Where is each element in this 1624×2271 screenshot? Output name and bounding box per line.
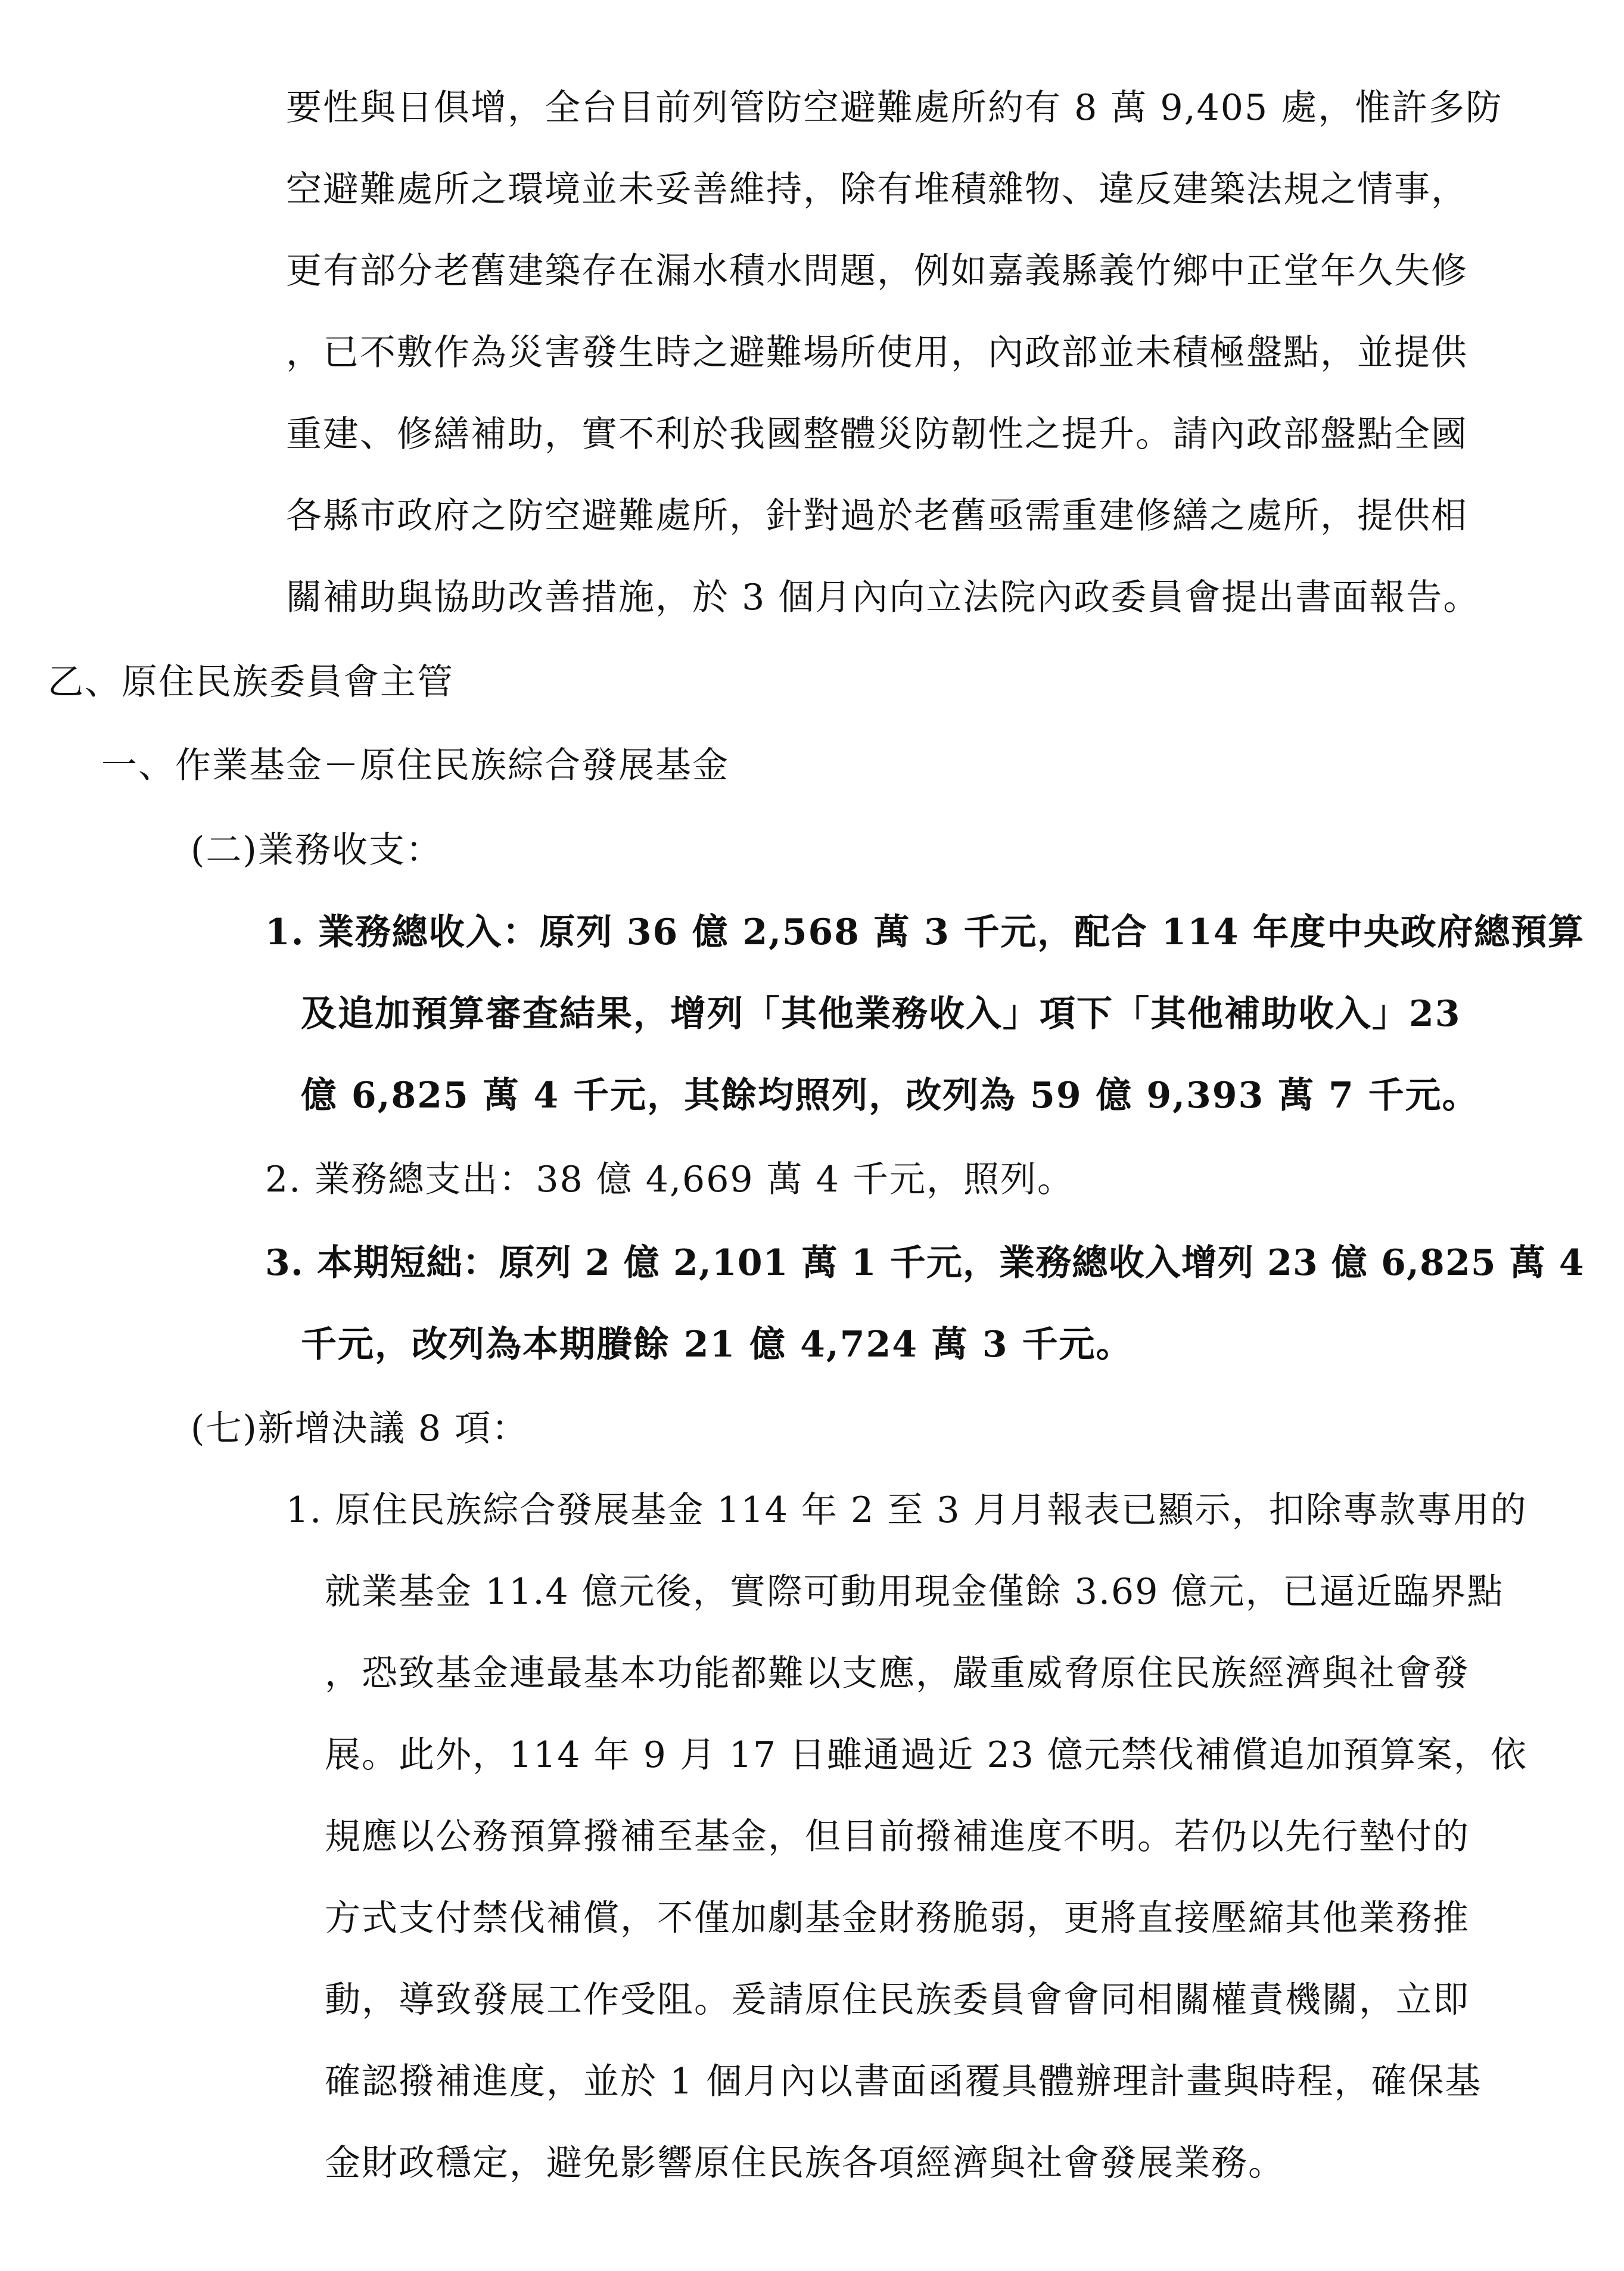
paragraph-line: 要性與日俱增，全台目前列管防空避難處所約有 8 萬 9,405 處，惟許多防 (286, 87, 1503, 129)
item-line: ，恐致基金連最基本功能都難以支應，嚴重威脅原住民族經濟與社會發 (325, 1653, 1470, 1694)
paragraph-line: 更有部分老舊建築存在漏水積水問題，例如嘉義縣義竹鄉中正堂年久失修 (286, 250, 1468, 292)
item-line: 千元，改列為本期賸餘 21 億 4,724 萬 3 千元。 (301, 1324, 1133, 1365)
item-line: 3. 本期短絀：原列 2 億 2,101 萬 1 千元，業務總收入增列 23 億 6,825 萬 4 (265, 1242, 1585, 1284)
item-line: 億 6,825 萬 4 千元，其餘均照列，改列為 59 億 9,393 萬 7 千元。 (301, 1075, 1479, 1116)
item-line: 1. 原住民族綜合發展基金 114 年 2 至 3 月月報表已顯示，扣除專款專用的 (286, 1489, 1527, 1531)
section-heading-yi: 乙、原住民族委員會主管 (48, 661, 454, 703)
item-line: 方式支付禁伐補償，不僅加劇基金財務脆弱，更將直接壓縮其他業務推 (325, 1897, 1470, 1939)
paragraph-line: 各縣市政府之防空避難處所，針對過於老舊亟需重建修繕之處所，提供相 (286, 495, 1468, 537)
part-heading-seven: (七)新增決議 8 項： (191, 1408, 529, 1449)
paragraph-line: 重建、修繕補助，實不利於我國整體災防韌性之提升。請內政部盤點全國 (286, 413, 1468, 455)
item-line: 確認撥補進度，並於 1 個月內以書面函覆具體辦理計畫與時程，確保基 (325, 2061, 1482, 2102)
subsection-heading-one: 一、作業基金－原住民族綜合發展基金 (101, 745, 729, 786)
paragraph-line: 關補助與協助改善措施，於 3 個月內向立法院內政委員會提出書面報告。 (286, 577, 1480, 618)
item-line: 2. 業務總支出：38 億 4,669 萬 4 千元，照列。 (265, 1159, 1074, 1200)
item-line: 規應以公務預算撥補至基金，但目前撥補進度不明。若仍以先行墊付的 (325, 1816, 1470, 1858)
item-line: 就業基金 11.4 億元後，實際可動用現金僅餘 3.69 億元，已逼近臨界點 (325, 1571, 1504, 1613)
paragraph-line: ，已不敷作為災害發生時之避難場所使用，內政部並未積極盤點，並提供 (286, 332, 1468, 374)
item-line: 展。此外，114 年 9 月 17 日雖通過近 23 億元禁伐補償追加預算案，依 (325, 1734, 1527, 1776)
paragraph-line: 空避難處所之環境並未妥善維持，除有堆積雜物、違反建築法規之情事， (286, 169, 1468, 210)
item-line: 金財政穩定，避免影響原住民族各項經濟與社會發展業務。 (325, 2142, 1285, 2184)
item-line: 及追加預算審查結果，增列「其他業務收入」項下「其他補助收入」23 (301, 993, 1461, 1035)
item-line: 1. 業務總收入：原列 36 億 2,568 萬 3 千元，配合 114 年度中央政府總預算 (265, 911, 1585, 953)
part-heading-two: (二)業務收支： (191, 829, 443, 871)
item-line: 動，導致發展工作受阻。爰請原住民族委員會會同相關權責機關，立即 (325, 1979, 1470, 2021)
